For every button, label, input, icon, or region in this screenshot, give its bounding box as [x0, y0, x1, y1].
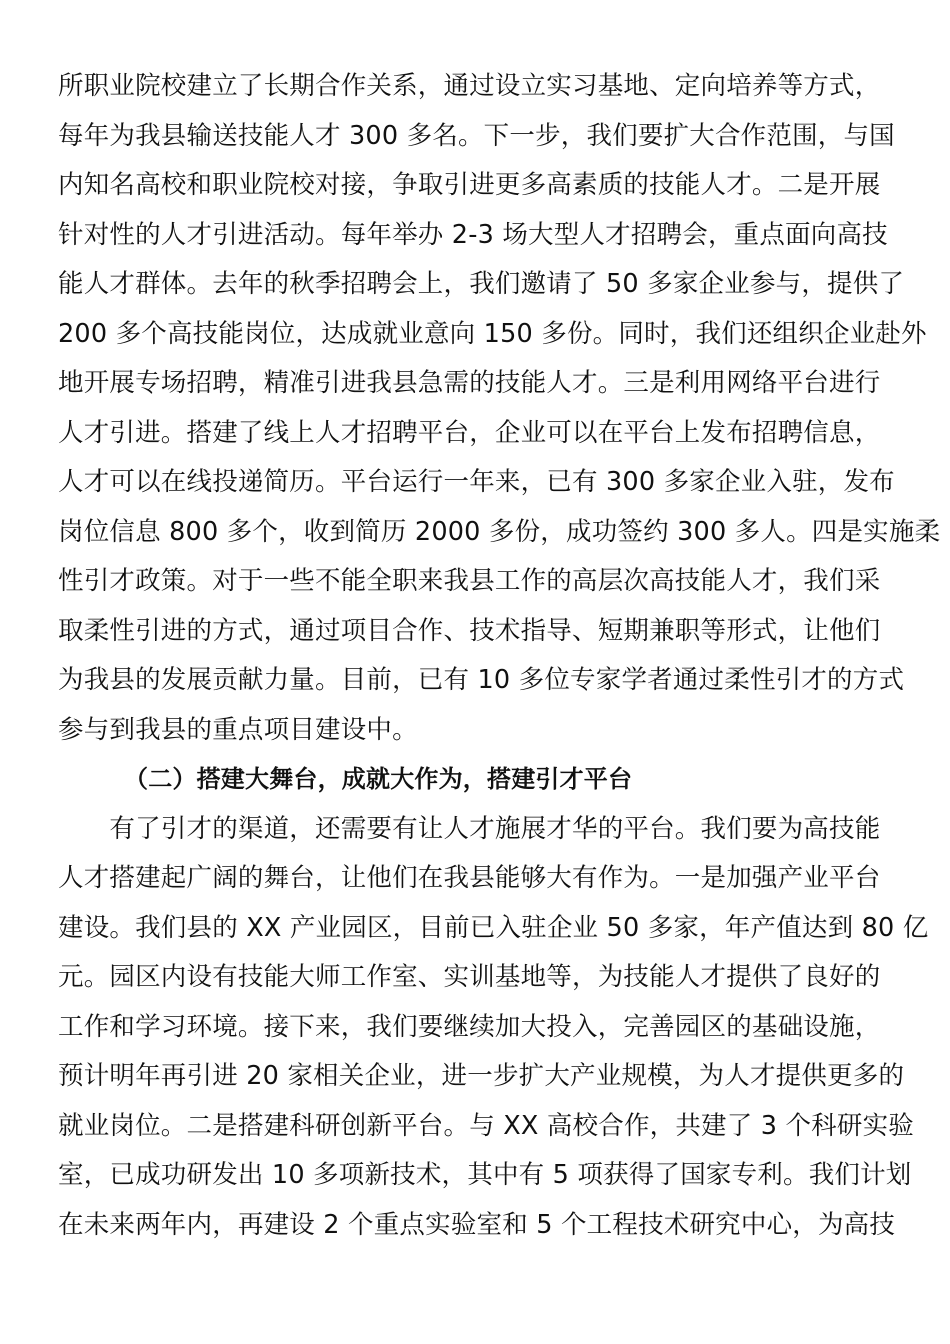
text-line: 200 多个高技能岗位，达成就业意向 150 多份。同时，我们还组织企业赴外	[58, 318, 927, 349]
text-line: 在未来两年内，再建设 2 个重点实验室和 5 个工程技术研究中心，为高技	[58, 1209, 896, 1240]
text-line: 室，已成功研发出 10 多项新技术，其中有 5 项获得了国家专利。我们计划	[58, 1160, 912, 1190]
text-line: 取柔性引进的方式，通过项目合作、技术指导、短期兼职等形式，让他们	[58, 615, 881, 646]
text-line: 工作和学习环境。接下来，我们要继续加大投入，完善园区的基础设施，	[58, 1011, 881, 1042]
document-page	[58, 62, 941, 1250]
text-line: 地开展专场招聘，精准引进我县急需的技能人才。三是利用网络平台进行	[58, 368, 881, 398]
text-line: 人才可以在线投递简历。平台运行一年来，已有 300 多家企业入驻，发布	[58, 467, 895, 497]
text-line: 岗位信息 800 多个，收到简历 2000 多份，成功签约 300 多人。四是实施柔	[58, 516, 941, 547]
text-line: 能人才群体。去年的秋季招聘会上，我们邀请了 50 多家企业参与，提供了	[58, 269, 905, 299]
text-line: 每年为我县输送技能人才 300 多名。下一步，我们要扩大合作范围，与国	[58, 120, 895, 151]
paragraph-talent-platform	[58, 805, 929, 1251]
text-line: 有了引才的渠道，还需要有让人才施展才华的平台。我们要为高技能	[58, 813, 881, 844]
text-line: 为我县的发展贡献力量。目前，已有 10 多位专家学者通过柔性引才的方式	[58, 665, 905, 695]
text-line: 就业岗位。二是搭建科研创新平台。与 XX 高校合作，共建了 3 个科研实验	[58, 1110, 914, 1141]
text-line: 所职业院校建立了长期合作关系，通过设立实习基地、定向培养等方式，	[58, 71, 881, 101]
text-line: 针对性的人才引进活动。每年举办 2-3 场大型人才招聘会，重点面向高技	[58, 219, 888, 250]
text-line: 建设。我们县的 XX 产业园区，目前已入驻企业 50 多家，年产值达到 80 亿	[58, 912, 929, 943]
text-line: 预计明年再引进 20 家相关企业，进一步扩大产业规模，为人才提供更多的	[58, 1061, 905, 1091]
text-line: 参与到我县的重点项目建设中。	[58, 714, 418, 745]
text-line: 人才引进。搭建了线上人才招聘平台，企业可以在平台上发布招聘信息，	[58, 417, 881, 448]
text-line: 性引才政策。对于一些不能全职来我县工作的高层次高技能人才，我们采	[58, 566, 881, 596]
paragraph-talent-introduction	[58, 62, 941, 755]
section-heading: （二）搭建大舞台，成就大作为，搭建引才平台	[124, 765, 633, 793]
text-line: 人才搭建起广阔的舞台，让他们在我县能够大有作为。一是加强产业平台	[58, 863, 881, 893]
text-line: 元。园区内设有技能大师工作室、实训基地等，为技能人才提供了良好的	[58, 962, 881, 992]
text-line: 内知名高校和职业院校对接，争取引进更多高素质的技能人才。二是开展	[58, 170, 881, 200]
